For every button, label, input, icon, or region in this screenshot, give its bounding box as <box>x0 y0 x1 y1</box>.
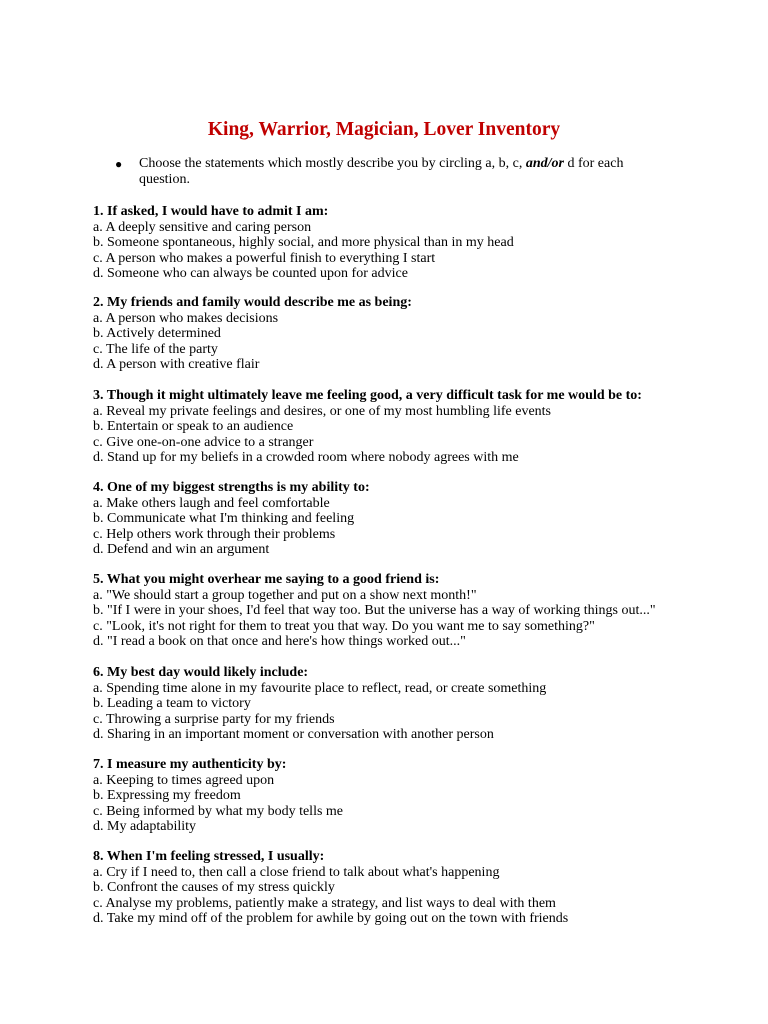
instruction-text: Choose the statements which mostly describe you by circling a, b, c, and/or d for each question. <box>139 156 624 187</box>
option-a: a. Cry if I need to, then call a close friend to talk about what's happening <box>93 864 500 880</box>
question-2 <box>93 295 733 373</box>
question-title: 2. My friends and family would describe me as being: <box>93 295 412 310</box>
option-d: d. Take my mind off of the problem for awhile by going out on the town with friends <box>93 911 569 926</box>
question-4 <box>93 480 733 558</box>
question-title: 3. Though it might ultimately leave me feeling good, a very difficult task for me would be to: <box>93 388 642 403</box>
option-d: d. Defend and win an argument <box>93 542 270 557</box>
option-b: b. Confront the causes of my stress quickly <box>93 880 335 895</box>
question-1 <box>93 204 733 282</box>
option-d: d. "I read a book on that once and here's how things worked out..." <box>93 634 466 649</box>
option-a: a. "We should start a group together and put on a show next month!" <box>93 587 477 603</box>
option-a: a. Reveal my private feelings and desires, or one of my most humbling life events <box>93 403 551 419</box>
instruction-emphasis: and/or <box>525 156 564 171</box>
question-3 <box>93 388 733 466</box>
option-c: c. "Look, it's not right for them to treat you that way. Do you want me to say something?" <box>93 618 595 634</box>
question-title: 4. One of my biggest strengths is my ability to: <box>93 480 370 495</box>
option-c: c. Analyse my problems, patiently make a strategy, and list ways to deal with them <box>93 895 556 911</box>
question-title: 7. I measure my authenticity by: <box>93 757 287 772</box>
question-6 <box>93 665 733 743</box>
option-b: b. Expressing my freedom <box>93 788 241 803</box>
option-a: a. Keeping to times agreed upon <box>93 772 275 788</box>
question-5 <box>93 572 733 650</box>
option-c: c. Give one-on-one advice to a stranger <box>93 434 314 450</box>
option-d: d. Someone who can always be counted upon for advice <box>93 266 408 281</box>
option-c: c. Being informed by what my body tells me <box>93 803 344 819</box>
question-title: 5. What you might overhear me saying to a good friend is: <box>93 572 440 587</box>
page-title: King, Warrior, Magician, Lover Inventory <box>207 119 561 140</box>
option-b: b. Entertain or speak to an audience <box>93 419 294 434</box>
option-b: b. Actively determined <box>93 326 221 341</box>
question-title: 6. My best day would likely include: <box>93 665 309 680</box>
option-a: a. A deeply sensitive and caring person <box>93 219 312 235</box>
option-a: a. Make others laugh and feel comfortable <box>93 495 330 511</box>
option-b: b. Someone spontaneous, highly social, and more physical than in my head <box>93 235 514 250</box>
option-d: d. A person with creative flair <box>93 357 260 372</box>
option-c: c. The life of the party <box>93 341 218 357</box>
option-a: a. A person who makes decisions <box>93 310 279 326</box>
question-7 <box>93 757 733 835</box>
option-b: b. "If I were in your shoes, I'd feel that way too. But the universe has a way of working things out..." <box>93 603 656 618</box>
option-d: d. Sharing in an important moment or conversation with another person <box>93 727 494 742</box>
instruction-bullet <box>93 156 673 188</box>
option-c: c. A person who makes a powerful finish to everything I start <box>93 250 436 266</box>
bullet-icon: ● <box>115 157 123 171</box>
question-8 <box>93 849 733 927</box>
option-c: c. Throwing a surprise party for my friends <box>93 711 335 727</box>
option-b: b. Communicate what I'm thinking and feeling <box>93 511 355 526</box>
question-title: 8. When I'm feeling stressed, I usually: <box>93 849 325 864</box>
option-b: b. Leading a team to victory <box>93 696 251 711</box>
question-title: 1. If asked, I would have to admit I am: <box>93 204 329 219</box>
option-a: a. Spending time alone in my favourite place to reflect, read, or create something <box>93 680 547 696</box>
option-d: d. My adaptability <box>93 819 197 834</box>
option-c: c. Help others work through their problems <box>93 526 336 542</box>
option-d: d. Stand up for my beliefs in a crowded room where nobody agrees with me <box>93 450 519 465</box>
